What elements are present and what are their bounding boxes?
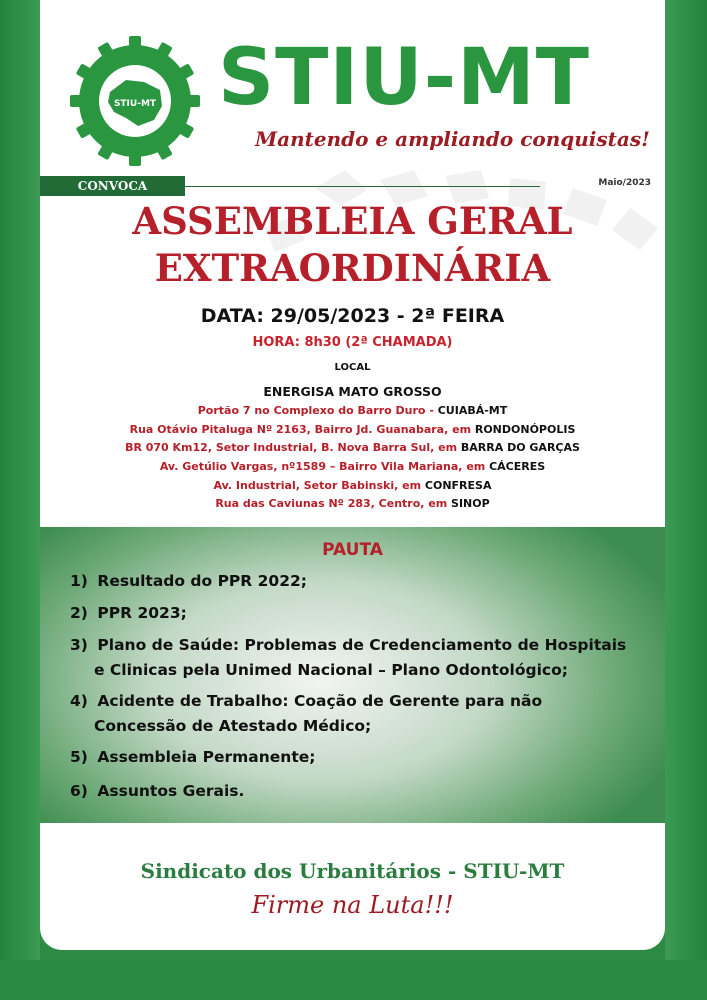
agenda-item-number: 2) [70, 604, 88, 622]
issue-date: Maio/2023 [598, 178, 651, 188]
header-panel [40, 0, 665, 527]
address-city: CÁCERES [489, 460, 546, 474]
agenda-item [70, 601, 650, 626]
agenda-item-number: 6) [70, 782, 88, 800]
agenda-item-number: 1) [70, 572, 88, 590]
agenda-item-text: PPR 2023; [97, 604, 187, 622]
address-line [40, 441, 665, 460]
convoca-tag: CONVOCA [40, 176, 185, 196]
bottom-green-border [0, 960, 707, 1000]
address-text: Rua das Caviunas Nº 283, Centro, em [215, 497, 452, 511]
agenda-item-text: Resultado do PPR 2022; [97, 572, 307, 590]
agenda-item-text: Acidente de Trabalho: Coação de Gerente para não [97, 692, 543, 710]
brand-name: STIU-MT [218, 33, 590, 123]
stiu-gear-logo [68, 34, 202, 168]
address-text: Av. Industrial, Setor Babinski, em [213, 478, 425, 492]
agenda-panel [40, 527, 665, 823]
slogan: Mantendo e ampliando conquistas! [255, 127, 650, 151]
agenda-item-text: Assuntos Gerais. [97, 782, 245, 800]
footer-motto: Firme na Luta!!! [251, 891, 454, 919]
footer-organization: Sindicato dos Urbanitários - STIU-MT [140, 859, 565, 883]
address-text: Portão 7 no Complexo do Barro Duro - [197, 404, 438, 417]
assembly-title-line-2: EXTRAORDINÁRIA [154, 246, 551, 290]
agenda-item-continuation: Concessão de Atestado Médico; [94, 717, 372, 735]
agenda-item [70, 745, 650, 770]
agenda-item [70, 689, 650, 739]
header-divider [185, 186, 540, 187]
agenda-item-continuation: e Clinicas pela Unimed Nacional – Plano Odontológico; [94, 661, 568, 679]
logo-text: STIU-MT [113, 99, 157, 109]
address-line [40, 479, 665, 498]
agenda-item [70, 779, 650, 804]
agenda-title: PAUTA [322, 540, 383, 560]
agenda-item-number: 3) [70, 636, 88, 654]
address-line [40, 423, 665, 442]
agenda-item-text: Plano de Saúde: Problemas de Credenciamento de Hospitais [97, 636, 627, 654]
address-city: SINOP [451, 497, 490, 511]
address-line [40, 497, 665, 516]
agenda-item-number: 5) [70, 748, 88, 766]
meeting-time: HORA: 8h30 (2ª CHAMADA) [252, 335, 453, 350]
address-text: Av. Getúlio Vargas, nº1589 – Bairro Vila Mariana, em [159, 460, 490, 474]
venue-name: ENERGISA MATO GROSSO [263, 384, 442, 399]
address-line [40, 404, 665, 423]
address-city: CUIABÁ-MT [437, 404, 508, 417]
assembly-title-line-1: ASSEMBLEIA GERAL [132, 199, 573, 243]
agenda-item [70, 569, 650, 594]
address-text: BR 070 Km12, Setor Industrial, B. Nova Barra Sul, em [125, 441, 461, 455]
footer-panel [40, 823, 665, 950]
meeting-date: DATA: 29/05/2023 - 2ª FEIRA [200, 305, 505, 327]
address-city: BARRA DO GARÇAS [460, 441, 580, 455]
agenda-item-text: Assembleia Permanente; [97, 748, 316, 766]
address-city: RONDONÓPOLIS [474, 422, 576, 436]
address-text: Rua Otávio Pitaluga Nº 2163, Bairro Jd. Guanabara, em [129, 422, 475, 436]
local-label: LOCAL [334, 362, 371, 373]
address-line [40, 460, 665, 479]
left-green-border [0, 0, 40, 1000]
address-city: CONFRESA [424, 478, 492, 492]
agenda-item-number: 4) [70, 692, 88, 710]
address-list [40, 404, 665, 516]
agenda-item [70, 633, 650, 683]
right-green-border [665, 0, 707, 1000]
